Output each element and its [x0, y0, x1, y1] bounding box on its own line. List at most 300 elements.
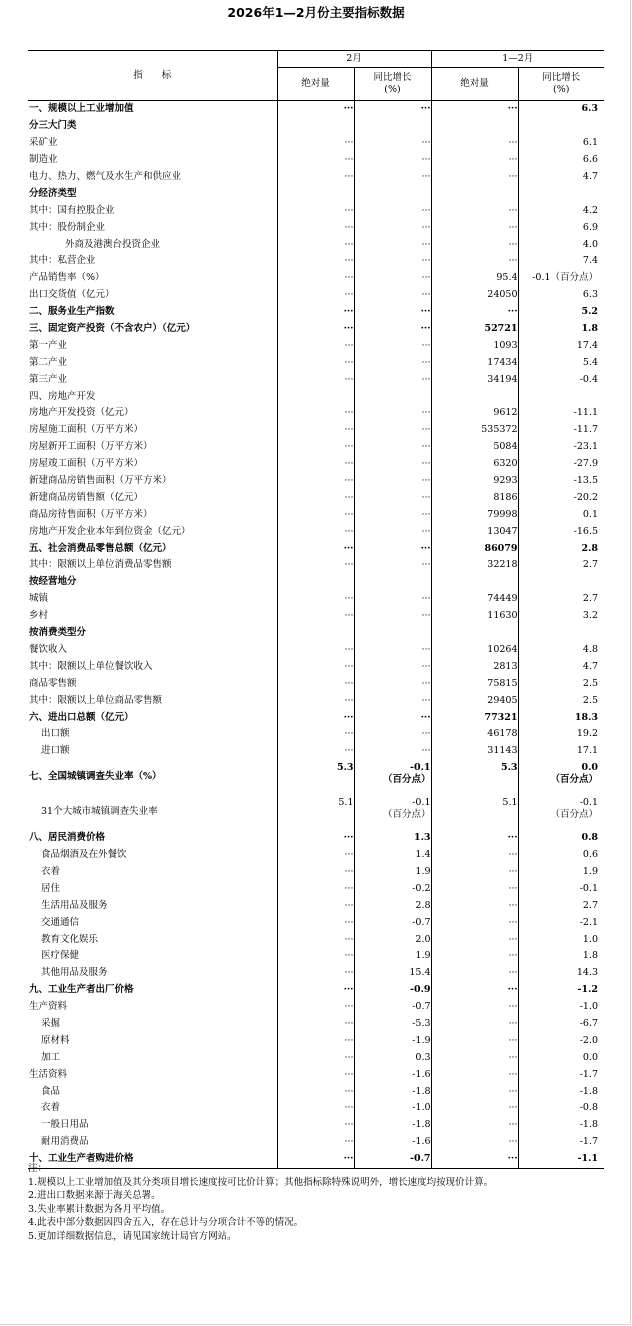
table-row [28, 999, 604, 1016]
row-label: 七、全国城镇调查失业率（%） [29, 771, 162, 783]
row-label: 其中：限额以上单位商品零售额 [29, 694, 163, 706]
table-row [28, 743, 604, 760]
cum-abs-cell: ··· [431, 253, 518, 270]
month-abs-cell: ··· [277, 692, 354, 709]
cum-abs-cell: 52721 [431, 321, 518, 338]
cum-abs-cell: 95.4 [431, 270, 518, 287]
month-abs-cell: ··· [277, 405, 354, 422]
row-label: 三、固定资产投资（不含农户）（亿元） [29, 323, 196, 335]
table-row [28, 591, 604, 608]
month-abs-cell: ··· [277, 354, 354, 371]
cum-yoy-cell: 2.8 [518, 540, 604, 557]
cum-abs-cell: 24050 [431, 287, 518, 304]
note-line: 5.更加详细数据信息，请见国家统计局官方网站。 [28, 1230, 237, 1242]
table-row [28, 118, 604, 135]
row-label: 按消费类型分 [29, 627, 87, 639]
cum-abs-cell [431, 118, 518, 135]
cum-yoy-cell: -6.7 [518, 1016, 604, 1033]
month-yoy-cell: 2.0 [354, 931, 431, 948]
month-yoy-cell: -0.9 [354, 982, 431, 999]
cum-yoy-cell: 1.8 [518, 321, 604, 338]
cum-abs-cell: ··· [431, 1151, 518, 1168]
cum-abs-cell: 535372 [431, 422, 518, 439]
cum-abs-cell: ··· [431, 202, 518, 219]
month-yoy-cell: ··· [354, 169, 431, 186]
cum-yoy-cell: 4.7 [518, 658, 604, 675]
row-label: 其中：私营企业 [29, 255, 96, 267]
month-yoy-cell: -1.9 [354, 1032, 431, 1049]
row-label: 其中：国有控股企业 [29, 204, 115, 216]
month-yoy-cell: -0.7 [354, 999, 431, 1016]
cum-abs-cell: 6320 [431, 456, 518, 473]
row-label: 第二产业 [29, 356, 68, 368]
row-label: 房屋新开工面积（万平方米） [29, 441, 153, 453]
cum-yoy-cell: 5.4 [518, 354, 604, 371]
month-yoy-cell: ··· [354, 473, 431, 490]
table-row [28, 388, 604, 405]
month-abs-cell [277, 185, 354, 202]
table-row [28, 1083, 604, 1100]
month-abs-cell: ··· [277, 540, 354, 557]
month-yoy-cell: -0.1 （百分点） [354, 795, 431, 830]
month-yoy-cell: 1.3 [354, 830, 431, 847]
row-label: 商品零售额 [29, 677, 77, 689]
cum-yoy-cell: 6.9 [518, 219, 604, 236]
yoy-header-cum: 同比增长 (%) [518, 68, 604, 101]
month-abs-cell [277, 625, 354, 642]
cum-yoy-cell: 2.7 [518, 897, 604, 914]
cum-abs-cell: ··· [431, 830, 518, 847]
table-row [28, 1032, 604, 1049]
month-abs-cell: ··· [277, 709, 354, 726]
cum-yoy-cell: 0.0 [518, 1049, 604, 1066]
month-abs-cell: ··· [277, 135, 354, 152]
cum-yoy-cell: -1.1 [518, 1151, 604, 1168]
table-row [28, 135, 604, 152]
month-yoy-cell: -0.1 （百分点） [354, 760, 431, 795]
cum-yoy-cell: 1.9 [518, 864, 604, 881]
table-row [28, 830, 604, 847]
cum-abs-cell: ··· [431, 948, 518, 965]
cum-abs-cell: 2813 [431, 658, 518, 675]
row-label: 教育文化娱乐 [41, 933, 99, 945]
cum-yoy-cell: -1.0 [518, 999, 604, 1016]
month-abs-cell: ··· [277, 1083, 354, 1100]
table-row [28, 439, 604, 456]
cum-yoy-cell [518, 625, 604, 642]
table-row [28, 202, 604, 219]
cum-yoy-cell: -1.7 [518, 1134, 604, 1151]
table-row [28, 219, 604, 236]
month-yoy-cell: ··· [354, 304, 431, 321]
cum-abs-cell: ··· [431, 304, 518, 321]
month-yoy-cell: ··· [354, 540, 431, 557]
unit-label: （百分点） [383, 773, 431, 785]
month-abs-cell: ··· [277, 897, 354, 914]
month-yoy-cell: 2.8 [354, 897, 431, 914]
month-yoy-cell: 15.4 [354, 965, 431, 982]
month-yoy-cell: ··· [354, 591, 431, 608]
table-row [28, 523, 604, 540]
row-label: 原材料 [41, 1034, 70, 1046]
month-abs-cell: ··· [277, 726, 354, 743]
table-header-row [28, 51, 604, 68]
month-abs-cell: ··· [277, 591, 354, 608]
row-label: 采矿业 [29, 137, 58, 149]
row-label: 八、居民消费价格 [29, 832, 106, 844]
month-abs-cell: ··· [277, 1032, 354, 1049]
row-label: 31个大城市城镇调查失业率 [41, 806, 158, 818]
month-abs-cell: ··· [277, 253, 354, 270]
table-row [28, 760, 604, 795]
table-row [28, 321, 604, 338]
month-yoy-cell [354, 118, 431, 135]
table-row [28, 608, 604, 625]
month-yoy-cell: 1.9 [354, 864, 431, 881]
cum-yoy-cell [518, 185, 604, 202]
row-label: 出口交货值（亿元） [29, 289, 115, 301]
month-abs-cell [277, 574, 354, 591]
cum-abs-cell: 32218 [431, 557, 518, 574]
row-label: 房屋竣工面积（万平方米） [29, 458, 144, 470]
month-yoy-cell: -1.8 [354, 1117, 431, 1134]
cum-yoy-cell [518, 118, 604, 135]
month-abs-cell: ··· [277, 473, 354, 490]
month-abs-cell: ··· [277, 1134, 354, 1151]
month-abs-cell: ··· [277, 608, 354, 625]
month-yoy-cell: -1.6 [354, 1066, 431, 1083]
month-abs-cell: ··· [277, 1151, 354, 1168]
cum-abs-cell: 77321 [431, 709, 518, 726]
cum-yoy-cell [518, 574, 604, 591]
table-row [28, 270, 604, 287]
row-label: 房地产开发投资（亿元） [29, 407, 134, 419]
month-yoy-cell [354, 185, 431, 202]
cum-abs-cell: 46178 [431, 726, 518, 743]
indicator-table [28, 50, 604, 1169]
indicator-header: 指 标 [28, 51, 277, 101]
row-label: 分三大门类 [29, 120, 77, 132]
month-abs-cell: ··· [277, 1100, 354, 1117]
row-label: 衣着 [41, 1102, 61, 1114]
cum-yoy-cell: 19.2 [518, 726, 604, 743]
table-row [28, 1049, 604, 1066]
month-yoy-cell: -1.8 [354, 1083, 431, 1100]
month-abs-cell: ··· [277, 1066, 354, 1083]
table-row [28, 1134, 604, 1151]
row-label: 一、规模以上工业增加值 [29, 103, 134, 115]
note-line: 2.进出口数据来源于海关总署。 [28, 1190, 161, 1202]
month-yoy-cell: ··· [354, 337, 431, 354]
month-abs-cell: ··· [277, 847, 354, 864]
month-abs-cell: ··· [277, 152, 354, 169]
unit-label: （百分点） [550, 808, 599, 820]
table-row [28, 506, 604, 523]
month-abs-cell: ··· [277, 557, 354, 574]
table-row [28, 304, 604, 321]
table-row [28, 625, 604, 642]
month-yoy-cell: ··· [354, 152, 431, 169]
month-yoy-cell: ··· [354, 523, 431, 540]
cum-yoy-cell: -23.1 [518, 439, 604, 456]
table-row [28, 371, 604, 388]
table-row [28, 1117, 604, 1134]
abs-header-month: 绝对量 [277, 68, 354, 101]
table-row [28, 540, 604, 557]
row-label: 十、工业生产者购进价格 [28, 1151, 277, 1168]
month-abs-cell: 5.1 [277, 795, 354, 830]
month-abs-cell: ··· [277, 422, 354, 439]
note-line: 3.失业率累计数据为各月平均值。 [28, 1203, 171, 1215]
month-yoy-cell: -1.0 [354, 1100, 431, 1117]
cum-abs-cell: ··· [431, 965, 518, 982]
cum-abs-cell: 10264 [431, 642, 518, 659]
cum-yoy-cell: 0.8 [518, 830, 604, 847]
cum-abs-cell: 13047 [431, 523, 518, 540]
month-yoy-cell: ··· [354, 642, 431, 659]
row-label: 其他用品及服务 [41, 967, 108, 979]
month-abs-cell: ··· [277, 675, 354, 692]
month-abs-cell: ··· [277, 439, 354, 456]
cum-yoy-cell [518, 388, 604, 405]
row-label: 第一产业 [29, 339, 68, 351]
table-row [28, 1100, 604, 1117]
month-abs-cell: ··· [277, 523, 354, 540]
table-row [28, 185, 604, 202]
month-abs-cell: ··· [277, 337, 354, 354]
row-label: 城镇 [29, 593, 49, 605]
cum-abs-cell: ··· [431, 897, 518, 914]
cum-abs-cell: ··· [431, 931, 518, 948]
cum-yoy-cell: -16.5 [518, 523, 604, 540]
cum-abs-cell: ··· [431, 152, 518, 169]
row-label: 四、房地产开发 [29, 390, 96, 402]
month-yoy-cell: ··· [354, 422, 431, 439]
row-label: 衣着 [41, 865, 61, 877]
row-label: 其中：限额以上单位餐饮收入 [29, 660, 153, 672]
table-row [28, 914, 604, 931]
cum-abs-cell: ··· [431, 1049, 518, 1066]
cum-yoy-cell: 2.5 [518, 675, 604, 692]
month-yoy-cell: ··· [354, 236, 431, 253]
month-yoy-cell [354, 574, 431, 591]
cum-abs-cell: ··· [431, 1016, 518, 1033]
month-yoy-cell: ··· [354, 439, 431, 456]
cum-abs-cell [431, 185, 518, 202]
table-row [28, 253, 604, 270]
month-abs-cell: ··· [277, 982, 354, 999]
cum-yoy-cell: -27.9 [518, 456, 604, 473]
cum-abs-cell: 75815 [431, 675, 518, 692]
month-yoy-cell: ··· [354, 675, 431, 692]
month-yoy-cell: ··· [354, 219, 431, 236]
table-row [28, 795, 604, 830]
row-label: 采掘 [41, 1017, 61, 1029]
table-row [28, 456, 604, 473]
cum-abs-cell: 9612 [431, 405, 518, 422]
month-abs-cell: ··· [277, 642, 354, 659]
month-abs-cell [277, 388, 354, 405]
cum-yoy-cell: -11.1 [518, 405, 604, 422]
page-title: 2026年1—2月份主要指标数据 [227, 5, 405, 20]
unit-label: （百分点） [383, 808, 431, 820]
month-abs-cell: ··· [277, 202, 354, 219]
cum-yoy-cell: 2.7 [518, 591, 604, 608]
cum-yoy-cell: -0.1 （百分点） [518, 795, 604, 830]
cum-yoy-cell: 0.1 [518, 506, 604, 523]
month-yoy-cell: ··· [354, 101, 431, 118]
table-row [28, 422, 604, 439]
row-label: 二、服务业生产指数 [29, 306, 115, 318]
cum-yoy-cell: 3.2 [518, 608, 604, 625]
month-abs-cell: ··· [277, 1049, 354, 1066]
table-row [28, 152, 604, 169]
table-row [28, 405, 604, 422]
yoy-header-month: 同比增长 (%) [354, 68, 431, 101]
month-yoy-cell: ··· [354, 253, 431, 270]
row-label: 第三产业 [29, 373, 68, 385]
cum-abs-cell: 79998 [431, 506, 518, 523]
table-row [28, 897, 604, 914]
row-label: 新建商品房销售面积（万平方米） [29, 475, 172, 487]
row-label: 居住 [41, 882, 61, 894]
month-abs-cell: ··· [277, 304, 354, 321]
cum-yoy-cell: 4.2 [518, 202, 604, 219]
month-abs-cell: ··· [277, 965, 354, 982]
note-line: 1.规模以上工业增加值及其分类项目增长速度按可比价计算；其他指标除特殊说明外，增长速度均按现价计算。 [28, 1176, 494, 1188]
cum-abs-cell: 31143 [431, 743, 518, 760]
month-abs-cell [277, 118, 354, 135]
period-month-header: 2月 [277, 51, 431, 68]
cum-abs-cell: 29405 [431, 692, 518, 709]
cum-yoy-cell: -11.7 [518, 422, 604, 439]
cum-yoy-cell: 0.6 [518, 847, 604, 864]
cum-abs-cell: 9293 [431, 473, 518, 490]
month-yoy-cell: ··· [354, 321, 431, 338]
unit-label: （百分点） [550, 773, 599, 785]
cum-abs-cell: 34194 [431, 371, 518, 388]
cum-abs-cell: 5084 [431, 439, 518, 456]
row-label: 六、进出口总额（亿元） [29, 711, 134, 723]
month-abs-cell: ··· [277, 914, 354, 931]
month-yoy-cell: ··· [354, 287, 431, 304]
cum-abs-cell: 1093 [431, 337, 518, 354]
month-yoy-cell: ··· [354, 405, 431, 422]
month-abs-cell: ··· [277, 1117, 354, 1134]
table-row [28, 169, 604, 186]
month-abs-cell: 5.3 [277, 760, 354, 795]
cum-yoy-cell: -0.1（百分点） [518, 270, 604, 287]
row-label: 加工 [41, 1051, 61, 1063]
row-label: 房屋施工面积（万平方米） [29, 424, 144, 436]
cum-abs-cell [431, 625, 518, 642]
row-label: 分经济类型 [29, 187, 77, 199]
row-label: 交通通信 [41, 916, 80, 928]
month-yoy-cell: -0.2 [354, 880, 431, 897]
table-row [28, 847, 604, 864]
month-abs-cell: ··· [277, 880, 354, 897]
month-yoy-cell: ··· [354, 270, 431, 287]
month-yoy-cell: 1.9 [354, 948, 431, 965]
row-label: 耐用消费品 [41, 1136, 89, 1148]
table-row [28, 982, 604, 999]
month-yoy-cell: -5.3 [354, 1016, 431, 1033]
month-abs-cell: ··· [277, 456, 354, 473]
cum-yoy-cell: 6.6 [518, 152, 604, 169]
month-yoy-cell: ··· [354, 456, 431, 473]
cum-abs-cell: ··· [431, 982, 518, 999]
cum-abs-cell: ··· [431, 999, 518, 1016]
cum-yoy-cell: -0.4 [518, 371, 604, 388]
table-row [28, 965, 604, 982]
cum-yoy-cell: -20.2 [518, 489, 604, 506]
cum-abs-cell: 17434 [431, 354, 518, 371]
cum-yoy-cell: -0.1 [518, 880, 604, 897]
cum-abs-cell: ··· [431, 1083, 518, 1100]
row-label: 乡村 [29, 610, 49, 622]
month-abs-cell: ··· [277, 999, 354, 1016]
cum-abs-cell: ··· [431, 1066, 518, 1083]
cum-abs-cell: ··· [431, 847, 518, 864]
row-label: 出口额 [41, 728, 70, 740]
month-abs-cell: ··· [277, 270, 354, 287]
month-yoy-cell: ··· [354, 557, 431, 574]
row-label: 房地产开发企业本年到位资金（亿元） [29, 525, 191, 537]
month-abs-cell: ··· [277, 236, 354, 253]
month-yoy-cell: ··· [354, 135, 431, 152]
row-label: 新建商品房销售额（亿元） [29, 491, 144, 503]
cum-abs-cell: 86079 [431, 540, 518, 557]
row-label: 九、工业生产者出厂价格 [29, 984, 134, 996]
cum-yoy-cell: 4.0 [518, 236, 604, 253]
row-label: 进口额 [41, 745, 70, 757]
note-line: 4.此表中部分数据因四舍五入，存在总计与分项合计不等的情况。 [28, 1217, 304, 1229]
cum-yoy-cell: -1.2 [518, 982, 604, 999]
table-row [28, 864, 604, 881]
cum-yoy-cell: 1.0 [518, 931, 604, 948]
month-yoy-cell: ··· [354, 354, 431, 371]
month-yoy-cell: -0.7 [354, 914, 431, 931]
table-row [28, 574, 604, 591]
cum-yoy-cell: -13.5 [518, 473, 604, 490]
month-abs-cell: ··· [277, 287, 354, 304]
cum-yoy-cell: 6.1 [518, 135, 604, 152]
month-yoy-cell: ··· [354, 608, 431, 625]
cum-abs-cell: ··· [431, 101, 518, 118]
cum-abs-cell: ··· [431, 135, 518, 152]
cum-abs-cell: ··· [431, 864, 518, 881]
cum-abs-cell: 8186 [431, 489, 518, 506]
table-row [28, 709, 604, 726]
table-row [28, 337, 604, 354]
cum-abs-cell [431, 388, 518, 405]
month-abs-cell: ··· [277, 321, 354, 338]
cum-yoy-cell: -2.1 [518, 914, 604, 931]
month-yoy-cell: ··· [354, 743, 431, 760]
cum-abs-cell: ··· [431, 1100, 518, 1117]
month-abs-cell: ··· [277, 948, 354, 965]
row-label: 生产资料 [29, 1001, 68, 1013]
month-yoy-cell [354, 625, 431, 642]
cum-yoy-cell: 6.3 [518, 101, 604, 118]
month-yoy-cell: ··· [354, 658, 431, 675]
month-abs-cell: ··· [277, 371, 354, 388]
cum-yoy-cell: -2.0 [518, 1032, 604, 1049]
month-abs-cell: ··· [277, 489, 354, 506]
table-row [28, 931, 604, 948]
cum-abs-cell: 5.1 [431, 795, 518, 830]
table-row [28, 642, 604, 659]
